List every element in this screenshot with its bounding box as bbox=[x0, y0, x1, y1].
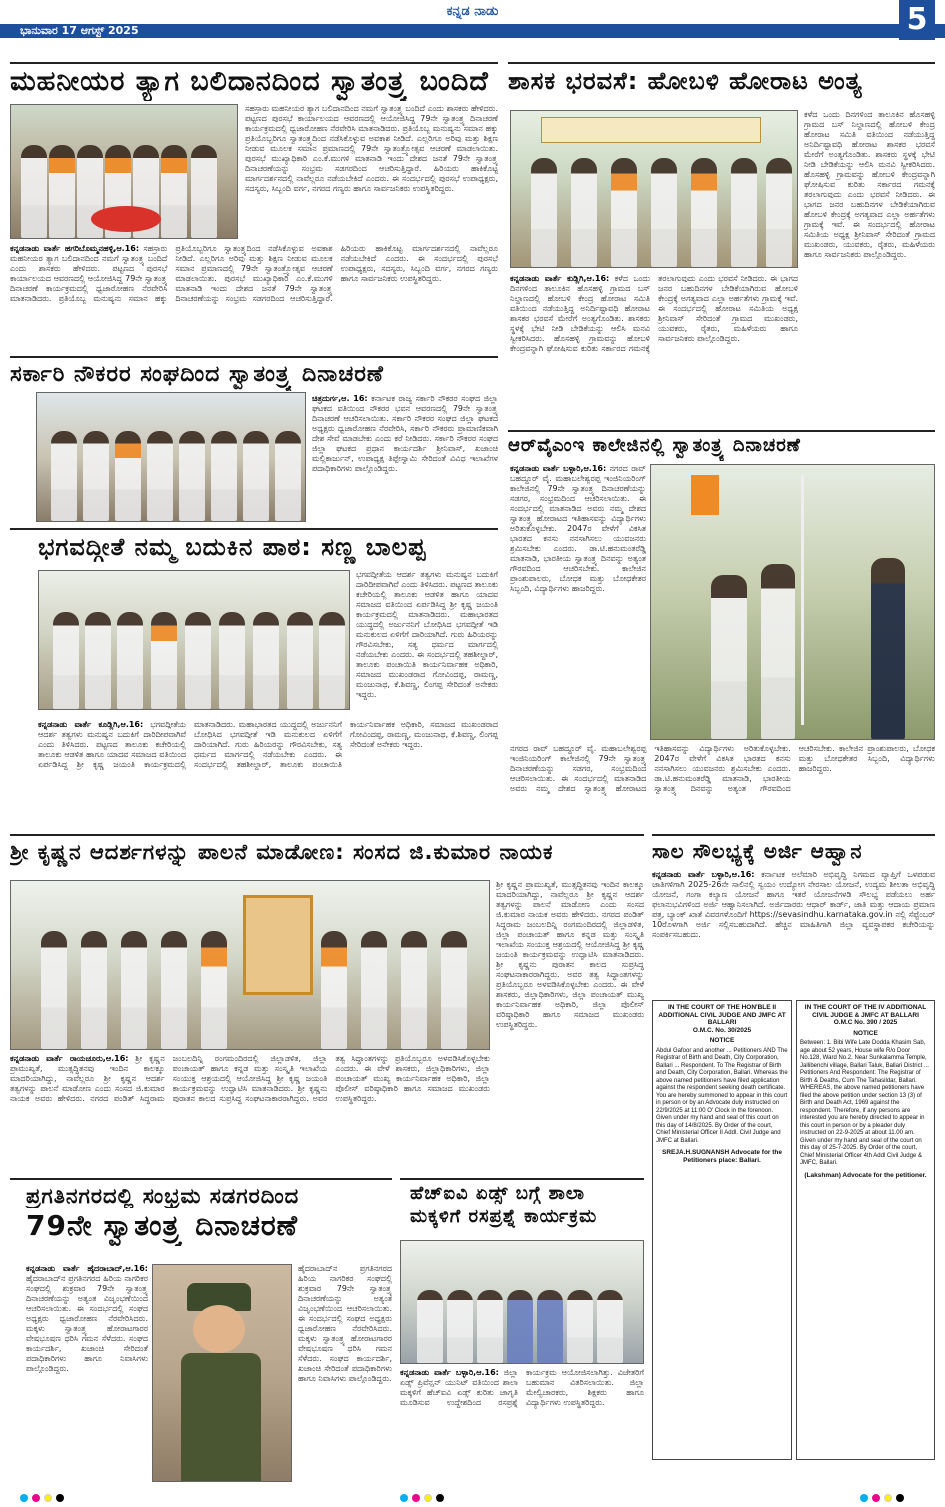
headline-line1: ಹೆಚ್‌ಐವಿ ಏಡ್ಸ್ ಬಗ್ಗೆ ಶಾಲಾ bbox=[410, 1183, 585, 1204]
headline-line2: ಮಕ್ಕಳಿಗೆ ರಸಪ್ರಶ್ನೆ ಕಾರ್ಯಕ್ರಮ bbox=[410, 1205, 598, 1227]
registration-dot-black bbox=[896, 1494, 904, 1502]
registration-dot-yellow bbox=[424, 1494, 432, 1502]
story-body bbox=[510, 274, 798, 440]
photo-child-salute bbox=[152, 1264, 292, 1482]
notice-advocate: (Lakshman) Advocate for the petitioner. bbox=[804, 1171, 927, 1179]
story-hiv-quiz bbox=[400, 1178, 644, 1484]
headline: ಶ್ರೀ ಕೃಷ್ಣನ ಆದರ್ಶಗಳನ್ನು ಪಾಲನೆ ಮಾಡೋಣ: ಸಂಸದ ಜಿ.ಕುಮಾರ ನಾಯಕ bbox=[10, 840, 554, 864]
masthead: ಕನ್ನಡ ನಾಡು bbox=[446, 4, 499, 19]
registration-dot-cyan bbox=[400, 1494, 408, 1502]
byline: ಕನ್ನಡನಾಡು ವಾರ್ತೆ ಬಳ್ಳಾರಿ,ಆ.16: bbox=[652, 870, 755, 879]
notice-case: O.M.C No. 390 / 2025 bbox=[833, 1019, 898, 1026]
story-bhagavadgita bbox=[10, 528, 498, 828]
registration-dot-black bbox=[436, 1494, 444, 1502]
story-body bbox=[510, 464, 646, 736]
notice-body: Between: 1. Bibi Wife Late Dodda Khasim Sab, age about 52 years, House wife R/o Door No.128, Ward No.2, Near Sunkalamma Temple, Jallibenchi village, Ballari Taluk, Ballari District ... Petitioners And Respondent: The Registrar of Birth & Deaths, Cum The Tahasildar, Ballari. WHEREAS, the above named petitioners have filed the above petition under section 13 (3) of Birth and Death Act, 1969 against the respondent. Therefore, if any persons are interested you are hereby directed to appear in this court in person or by a pleader duly instructed on 22-9-2025 at about 11.00 am. Given under my hand and seal of the court on this day of 25-7-2025. By Order of the court, Chief Ministerial Officer 4th Addl Civil Judge & JMFC, Ballari. bbox=[800, 1040, 929, 1166]
byline: ಕನ್ನಡನಾಡು ವಾರ್ತೆ ಬಳ್ಳಾರಿ,ಆ.16: bbox=[510, 464, 607, 473]
story-body bbox=[312, 394, 498, 524]
headline-line2: 79ನೇ ಸ್ವಾತಂತ್ರ್ಯ ದಿನಾಚರಣೆ bbox=[26, 1209, 299, 1243]
photo-protest bbox=[510, 110, 798, 268]
body-text: ಶ್ರೀ ಕೃಷ್ಣನ ಪ್ರಾಮುಖ್ಯತೆ, ಮುತ್ಸದ್ಧಿತನವು ಇಂದಿನ ಕಾಲಕ್ಕೂ ಮಾದರಿಯಾಗಿದ್ದು, ನಾವೆಲ್ಲರೂ ಶ್ರೀ ಕೃಷ್ಣನ ಆದರ್ಶ ತತ್ವಗಳನ್ನು ಪಾಲನೆ ಮಾಡೋಣ ಎಂದು ಸಂಸದ ಜಿ.ಕುಮಾರ ನಾಯಕ ಅವರು ಹೇಳಿದರು. ನಗರದ ಪಂಡಿತ್ ಸಿದ್ಧರಾಮ ಜಂಬಲದಿನ್ನಿ ರಂಗಮಂದಿರದಲ್ಲಿ ಜಿಲ್ಲಾಡಳಿತ, ಜಿಲ್ಲಾ ಪಂಚಾಯತ್ ಹಾಗೂ ಕನ್ನಡ ಮತ್ತು ಸಂಸ್ಕೃತಿ ಇಲಾಖೆಯ ಸಂಯುಕ್ತ ಆಶ್ರಯದಲ್ಲಿ ಆಯೋಜಿಸಿದ್ದ ಶ್ರೀ ಕೃಷ್ಣ ಜಯಂತಿ ಕಾರ್ಯಕ್ರಮವನ್ನು ಉದ್ಘಾಟಿಸಿ ಮಾತನಾಡಿದರು. ಶ್ರೀ ಕೃಷ್ಣನು ಪುರಾತನ ಕಾಲದ ಸುಪ್ರಸಿದ್ಧ ಸಂಘಟನಾಕಾರರಾಗಿದ್ದರು. ಅವರ ತತ್ವ ಸಿದ್ಧಾಂತಗಳನ್ನು ಪ್ರತಿಯೊಬ್ಬರೂ ಅಳವಡಿಸಿಕೊಳ್ಳಬೇಕು ಎಂದರು. ಈ ವೇಳೆ ಶಾಸಕರು, ಜಿಲ್ಲಾಧಿಕಾರಿಗಳು, ಜಿಲ್ಲಾ ಪಂಚಾಯತ್ ಮುಖ್ಯ ಕಾರ್ಯನಿರ್ವಾಹಕ ಅಧಿಕಾರಿ, ಜಿಲ್ಲಾ ಪೊಲೀಸ್ ವರಿಷ್ಠಾಧಿಕಾರಿ ಹಾಗೂ ಸಮಾಜದ ಮುಖಂಡರು ಉಪಸ್ಥಿತರಿದ್ದರು. bbox=[10, 1054, 490, 1103]
registration-dot-magenta bbox=[412, 1494, 420, 1502]
byline: ಕನ್ನಡನಾಡು ವಾರ್ತೆ ಕೂಡ್ಲಿಗಿ,ಆ.16: bbox=[38, 720, 144, 729]
headline: ಸಾಲ ಸೌಲಭ್ಯಕ್ಕೆ ಅರ್ಜಿ ಆಹ್ವಾನ bbox=[652, 839, 863, 863]
body-text: ಕರ್ನಾಟಕ ರಾಜ್ಯ ಸರ್ಕಾರಿ ನೌಕರರ ಸಂಘದ ಜಿಲ್ಲಾ ಘಟಕದ ವತಿಯಿಂದ ನೌಕರರ ಭವನ ಆವರಣದಲ್ಲಿ 79ನೇ ಸ್ವಾತಂತ್ರ್ಯ ದಿನಾಚರಣೆ ಆಚರಿಸಲಾಯಿತು. ಸರ್ಕಾರಿ ನೌಕರರ ಸಂಘದ ಜಿಲ್ಲಾ ಘಟಕದ ಅಧ್ಯಕ್ಷರು ಧ್ವಜಾರೋಹಣ ನೆರವೇರಿಸಿ, ಸರ್ಕಾರಿ ನೌಕರರು ಪ್ರಾಮಾಣಿಕವಾಗಿ ದೇಶ ಸೇವೆ ಮಾಡಬೇಕು ಎಂದು ಕರೆ ನೀಡಿದರು. ಸರ್ಕಾರಿ ನೌಕರರ ಸಂಘದ ಜಿಲ್ಲಾ ಘಟಕದ ಪ್ರಧಾನ ಕಾರ್ಯದರ್ಶಿ ಶ್ರೀನಿವಾಸ್, ಖಜಾಂಚಿ ಮಲ್ಲಿಕಾರ್ಜುನ್, ಉಪಾಧ್ಯಕ್ಷ ತಿಪ್ಪೇಸ್ವಾಮಿ ಸೇರಿದಂತೆ ವಿವಿಧ ಇಲಾಖೆಗಳ ಪದಾಧಿಕಾರಿಗಳು ಪಾಲ್ಗೊಂಡಿದ್ದರು. bbox=[312, 394, 498, 473]
header-bar bbox=[0, 24, 945, 38]
photo-college-salute bbox=[650, 464, 935, 740]
notice-body: Abdul Gafoor and another ... Petitioners AND The Registrar of Birth and Death, City Corporation, Ballari ... Respondent. To The Registrar of Birth and Death, City Corporation, Ballari. Whereas the above named petitioners have filed application against the respondent seeking death certificate. You are hereby summoned to appear in this court in person or by an Advocate duly instructed on 22/9/2025 at 11:00 O' Clock in the forenoon. Given under my hand and seal of this court on this day of 14/8/2025. By Order of the court, Chief Ministerial Officer II Addl. Civil Judge and JMFC at Ballari. bbox=[656, 1047, 788, 1144]
story-krishna-ideals bbox=[10, 834, 644, 1174]
story-body bbox=[652, 870, 935, 996]
notice-court: IN THE COURT OF THE IV ADDITIONAL CIVIL JUDGE & JMFC AT BALLARI bbox=[804, 1004, 927, 1019]
byline: ಕನ್ನಡನಾಡು ವಾರ್ತೆ ಹೈದರಾಬಾದ್,ಆ.16: bbox=[26, 1264, 148, 1273]
headline: ಶಾಸಕ ಭರವಸೆ: ಹೋಬಳಿ ಹೋರಾಟ ಅಂತ್ಯ bbox=[508, 67, 863, 95]
story-body-right: ಭಗವದ್ಗೀತೆಯ ಆದರ್ಶ ತತ್ವಗಳು ಮನುಷ್ಯನ ಬದುಕಿಗೆ ದಾರಿದೀಪವಾಗಿವೆ ಎಂದು ತಿಳಿಸಿದರು. ಪಟ್ಟಣದ ತಾಲೂಕು ಕಚೇರಿಯಲ್ಲಿ ತಾಲೂಕು ಆಡಳಿತ ಹಾಗೂ ಯಾದವ ಸಮಾಜದ ವತಿಯಿಂದ ಏರ್ಪಡಿಸಿದ್ದ ಶ್ರೀ ಕೃಷ್ಣ ಜಯಂತಿ ಕಾರ್ಯಕ್ರಮದಲ್ಲಿ ಮಾತನಾಡಿದರು. ಮಹಾಭಾರತದ ಯುದ್ಧದಲ್ಲಿ ಅರ್ಜುನನಿಗೆ ಬೋಧಿಸಿದ ಭಗವದ್ಗೀತೆ ಇಡಿ ಮನುಕುಲದ ಏಳಿಗೆಗೆ ದಾರಿಯಾಗಿದೆ. ಗುರು ಹಿರಿಯರನ್ನು ಗೌರವಿಸಬೇಕು, ಸತ್ಯ ಧರ್ಮದ ಮಾರ್ಗದಲ್ಲಿ ನಡೆಯಬೇಕು ಎಂದರು. ಈ ಸಂದರ್ಭದಲ್ಲಿ ತಹಶೀಲ್ದಾರ್, ತಾಲೂಕು ಪಂಚಾಯಿತಿ ಕಾರ್ಯನಿರ್ವಾಹಕ ಅಧಿಕಾರಿ, ಸಮಾಜದ ಮುಖಂಡರಾದ ಗೋವಿಂದಪ್ಪ, ರಾಮಣ್ಣ, ಮಂಜುನಾಥ, ಕೆ.ಶಿವಣ್ಣ, ಲಿಂಗಪ್ಪ ಸೇರಿದಂತೆ ಅನೇಕರು ಇದ್ದರು. bbox=[356, 570, 498, 699]
body-text: ಹೈದರಾಬಾದ್‌ನ ಪ್ರಗತಿನಗರದ ಹಿರಿಯ ನಾಗರಿಕರ ಸಂಘದಲ್ಲಿ ಶುಕ್ರವಾರ 79ನೇ ಸ್ವಾತಂತ್ರ್ಯ ದಿನಾಚರಣೆಯನ್ನು ಅತ್ಯಂತ ವಿಜೃಂಭಣೆಯಿಂದ ಆಚರಿಸಲಾಯಿತು. ಈ ಸಂದರ್ಭದಲ್ಲಿ ಸಂಘದ ಅಧ್ಯಕ್ಷರು ಧ್ವಜಾರೋಹಣ ನೆರವೇರಿಸಿದರು. ಮಕ್ಕಳು ಸ್ವಾತಂತ್ರ್ಯ ಹೋರಾಟಗಾರರ ವೇಷಭೂಷಣ ಧರಿಸಿ ಗಮನ ಸೆಳೆದರು. ಸಂಘದ ಕಾರ್ಯದರ್ಶಿ, ಖಜಾಂಚಿ ಸೇರಿದಂತೆ ಪದಾಧಿಕಾರಿಗಳು ಹಾಗೂ ನಿವಾಸಿಗಳು ಪಾಲ್ಗೊಂಡಿದ್ದರು. bbox=[26, 1274, 148, 1373]
story-govt-employees bbox=[10, 356, 498, 528]
page-number: 5 bbox=[899, 0, 935, 40]
issue-date: ಭಾನುವಾರ 17 ಆಗಸ್ಟ್ 2025 bbox=[20, 24, 139, 37]
body-text: ನಗರದ ರಾವ್ ಬಹದ್ದೂರ್ ವೈ. ಮಹಾಬಲೇಶ್ವರಪ್ಪ ಇಂಜಿನಿಯರಿಂಗ್ ಕಾಲೇಜಿನಲ್ಲಿ 79ನೇ ಸ್ವಾತಂತ್ರ್ಯ ದಿನಾಚರಣೆಯನ್ನು ಸಡಗರ, ಸಂಭ್ರಮದಿಂದ ಆಚರಿಸಲಾಯಿತು. ಈ ಸಂದರ್ಭದಲ್ಲಿ ಮಾತನಾಡಿದ ಅವರು ನಮ್ಮ ದೇಶದ ಸ್ವಾತಂತ್ರ್ಯ ಹೋರಾಟದ ಇತಿಹಾಸವನ್ನು ವಿದ್ಯಾರ್ಥಿಗಳು ಅರಿತುಕೊಳ್ಳಬೇಕು. 2047ರ ವೇಳೆಗೆ ವಿಕಸಿತ ಭಾರತದ ಕನಸು ನನಸಾಗಿಸಲು ಯುವಜನರು ಶ್ರಮಿಸಬೇಕು ಎಂದರು. ಡಾ.ಟಿ.ಹನುಮಂತರೆಡ್ಡಿ ಮಾತನಾಡಿ, ಭಾರತೀಯ ಸ್ವಾತಂತ್ರ್ಯ ದಿನವನ್ನು ಅತ್ಯಂತ ಗೌರವದಿಂದ ಆಚರಿಸಬೇಕು. ಕಾಲೇಜಿನ ಪ್ರಾಂಶುಪಾಲರು, ಬೋಧಕ ಮತ್ತು ಬೋಧಕೇತರ ಸಿಬ್ಬಂದಿ, ವಿದ್ಯಾರ್ಥಿಗಳು ಹಾಜರಿದ್ದರು. bbox=[510, 464, 646, 593]
notice-case: O.M.C. No. 30/2025 bbox=[692, 1026, 752, 1034]
body-text: ಕರ್ನಾಟಕ ಅಲೆಮಾರಿ ಅಭಿವೃದ್ಧಿ ನಿಗಮದ ವ್ಯಾಪ್ತಿಗೆ ಒಳಪಡುವ ಜಾತಿಗಳಿಗಾಗಿ 2025-26ನೇ ಸಾಲಿನಲ್ಲಿ ಸ್ವಯಂ ಉದ್ಯೋಗ ನೇರಸಾಲ ಯೋಜನೆ, ಉದ್ಯಮ ಶೀಲತಾ ಅಭಿವೃದ್ಧಿ ಯೋಜನೆ, ಗಂಗಾ ಕಲ್ಯಾಣ ಯೋಜನೆ ಹಾಗೂ ಇತರೆ ಯೋಜನೆಗಳಡಿ ಸೌಲಭ್ಯ ಪಡೆಯಲು ಅರ್ಹ ಫಲಾನುಭವಿಗಳಿಂದ ಅರ್ಜಿ ಆಹ್ವಾನಿಸಲಾಗಿದೆ. ಅರ್ಜಿದಾರರು ಆಧಾರ್ ಕಾರ್ಡ್, ಜಾತಿ ಮತ್ತು ಆದಾಯ ಪ್ರಮಾಣ ಪತ್ರ, ಬ್ಯಾಂಕ್ ಖಾತೆ ವಿವರಗಳೊಂದಿಗೆ https://sevasindhu.karnataka.gov.in ನಲ್ಲಿ ಸೆಪ್ಟೆಂಬರ್ 10ರೊಳಗಾಗಿ ಅರ್ಜಿ ಸಲ್ಲಿಸಬಹುದಾಗಿದೆ. ಹೆಚ್ಚಿನ ಮಾಹಿತಿಗಾಗಿ ಜಿಲ್ಲಾ ವ್ಯವಸ್ಥಾಪಕರ ಕಚೇರಿಯನ್ನು ಸಂಪರ್ಕಿಸಬಹುದು. bbox=[652, 870, 935, 939]
story-rymec-college bbox=[508, 430, 935, 830]
notice-court: IN THE COURT OF THE HON'BLE II ADDITIONAL CIVIL JUDGE AND JMFC AT BALLARI bbox=[658, 1004, 786, 1026]
registration-dot-yellow bbox=[884, 1494, 892, 1502]
story-body bbox=[10, 244, 498, 352]
photo-gita-event bbox=[38, 570, 350, 710]
registration-dot-magenta bbox=[872, 1494, 880, 1502]
headline: ಸರ್ಕಾರಿ ನೌಕರರ ಸಂಘದಿಂದ ಸ್ವಾತಂತ್ರ್ಯ ದಿನಾಚರಣೆ bbox=[10, 362, 384, 387]
print-registration-marks bbox=[0, 1490, 945, 1507]
registration-dot-cyan bbox=[20, 1494, 28, 1502]
story-freedom-sacrifice bbox=[10, 62, 498, 352]
registration-dot-yellow bbox=[44, 1494, 52, 1502]
headline: ಭಗವದ್ಗೀತೆ ನಮ್ಮ ಬದುಕಿನ ಪಾಠ: ಸಣ್ಣ ಬಾಲಪ್ಪ bbox=[38, 533, 427, 561]
story-pragatinagar bbox=[10, 1178, 392, 1484]
byline: ಚಿತ್ರದುರ್ಗ,ಆ. 16: bbox=[312, 394, 368, 403]
registration-dot-black bbox=[56, 1494, 64, 1502]
body-text: ಭಗವದ್ಗೀತೆಯ ಆದರ್ಶ ತತ್ವಗಳು ಮನುಷ್ಯನ ಬದುಕಿಗೆ ದಾರಿದೀಪವಾಗಿವೆ ಎಂದು ತಿಳಿಸಿದರು. ಪಟ್ಟಣದ ತಾಲೂಕು ಕಚೇರಿಯಲ್ಲಿ ತಾಲೂಕು ಆಡಳಿತ ಹಾಗೂ ಯಾದವ ಸಮಾಜದ ವತಿಯಿಂದ ಏರ್ಪಡಿಸಿದ್ದ ಶ್ರೀ ಕೃಷ್ಣ ಜಯಂತಿ ಕಾರ್ಯಕ್ರಮದಲ್ಲಿ ಮಾತನಾಡಿದರು. ಮಹಾಭಾರತದ ಯುದ್ಧದಲ್ಲಿ ಅರ್ಜುನನಿಗೆ ಬೋಧಿಸಿದ ಭಗವದ್ಗೀತೆ ಇಡಿ ಮನುಕುಲದ ಏಳಿಗೆಗೆ ದಾರಿಯಾಗಿದೆ. ಗುರು ಹಿರಿಯರನ್ನು ಗೌರವಿಸಬೇಕು, ಸತ್ಯ ಧರ್ಮದ ಮಾರ್ಗದಲ್ಲಿ ನಡೆಯಬೇಕು ಎಂದರು. ಈ ಸಂದರ್ಭದಲ್ಲಿ ತಹಶೀಲ್ದಾರ್, ತಾಲೂಕು ಪಂಚಾಯಿತಿ ಕಾರ್ಯನಿರ್ವಾಹಕ ಅಧಿಕಾರಿ, ಸಮಾಜದ ಮುಖಂಡರಾದ ಗೋವಿಂದಪ್ಪ, ರಾಮಣ್ಣ, ಮಂಜುನಾಥ, ಕೆ.ಶಿವಣ್ಣ, ಲಿಂಗಪ್ಪ ಸೇರಿದಂತೆ ಅನೇಕರು ಇದ್ದರು. bbox=[38, 720, 498, 769]
story-body bbox=[10, 1054, 490, 1172]
story-body-right: ಸಹಸ್ರಾರು ಮಹನೀಯರ ತ್ಯಾಗ ಬಲಿದಾನದಿಂದ ನಮಗೆ ಸ್ವಾತಂತ್ರ್ಯ ಬಂದಿದೆ ಎಂದು ಶಾಸಕರು ಹೇಳಿದರು. ಪಟ್ಟಣದ ಪುರಸಭೆ ಕಾರ್ಯಾಲಯದ ಆವರಣದಲ್ಲಿ ಆಯೋಜಿಸಿದ್ದ 79ನೇ ಸ್ವಾತಂತ್ರ್ಯ ದಿನಾಚರಣೆ ಕಾರ್ಯಕ್ರಮದಲ್ಲಿ ಧ್ವಜಾರೋಹಣ ನೆರವೇರಿಸಿ ಮಾತನಾಡಿದರು. ಪ್ರತಿಯೊಬ್ಬ ಮನುಷ್ಯನು ಸಮಾನ ಹಕ್ಕು ಪ್ರತಿಯೊಬ್ಬರಿಗೂ ಸ್ವಾತಂತ್ರ್ಯದಿಂದ ನಡೆಸಿಕೊಳ್ಳುವ ಅವಕಾಶ ನೀಡಿದೆ. ಎಲ್ಲರಿಗೂ ಅರಿವು ಮತ್ತು ಶಿಕ್ಷಣ ನೀಡುವ ಮೂಲಕ ಸಮಾನ ಪ್ರಮಾಣದಲ್ಲಿ 79ನೇ ಸ್ವಾತಂತ್ರ್ಯೋತ್ಸವ ಆಚರಣೆ ಮಾಡಲಾಯಿತು. ಪುರಸಭೆ ಮುಖ್ಯಾಧಿಕಾರಿ ಎಂ.ಕೆ.ಮುಗಳಿ ಮಾತನಾಡಿ ಇಂದು ದೇಶದ ಜನತೆ 79ನೇ ಸ್ವಾತಂತ್ರ್ಯ ದಿನಾಚರಣೆಯನ್ನು ಸಂಭ್ರಮ ಸಡಗರದಿಂದ ಆಚರಿಸುತ್ತಿದ್ದಾರೆ. ಹಿರಿಯರು ಹಾಕಿಕೊಟ್ಟ ಮಾರ್ಗದರ್ಶನದಲ್ಲಿ ನಾವೆಲ್ಲರೂ ನಡೆಯಬೇಕಿದೆ ಎಂದರು. ಈ ಸಂದರ್ಭದಲ್ಲಿ ಪುರಸಭೆ ಉಪಾಧ್ಯಕ್ಷರು, ಸದಸ್ಯರು, ಸಿಬ್ಬಂದಿ ವರ್ಗ, ನಗರದ ಗಣ್ಯರು ಹಾಗೂ ಸಾರ್ವಜನಿಕರು ಉಪಸ್ಥಿತರಿದ್ದರು. bbox=[245, 104, 498, 193]
story-body-right: ಹೈದರಾಬಾದ್‌ನ ಪ್ರಗತಿನಗರದ ಹಿರಿಯ ನಾಗರಿಕರ ಸಂಘದಲ್ಲಿ ಶುಕ್ರವಾರ 79ನೇ ಸ್ವಾತಂತ್ರ್ಯ ದಿನಾಚರಣೆಯನ್ನು ಅತ್ಯಂತ ವಿಜೃಂಭಣೆಯಿಂದ ಆಚರಿಸಲಾಯಿತು. ಈ ಸಂದರ್ಭದಲ್ಲಿ ಸಂಘದ ಅಧ್ಯಕ್ಷರು ಧ್ವಜಾರೋಹಣ ನೆರವೇರಿಸಿದರು. ಮಕ್ಕಳು ಸ್ವಾತಂತ್ರ್ಯ ಹೋರಾಟಗಾರರ ವೇಷಭೂಷಣ ಧರಿಸಿ ಗಮನ ಸೆಳೆದರು. ಸಂಘದ ಕಾರ್ಯದರ್ಶಿ, ಖಜಾಂಚಿ ಸೇರಿದಂತೆ ಪದಾಧಿಕಾರಿಗಳು ಹಾಗೂ ನಿವಾಸಿಗಳು ಪಾಲ್ಗೊಂಡಿದ್ದರು. bbox=[298, 1264, 392, 1383]
story-loan-applications bbox=[652, 834, 935, 996]
story-body bbox=[26, 1264, 148, 1484]
photo-employees bbox=[36, 392, 306, 522]
body-text: ಸಹಸ್ರಾರು ಮಹನೀಯರ ತ್ಯಾಗ ಬಲಿದಾನದಿಂದ ನಮಗೆ ಸ್ವಾತಂತ್ರ್ಯ ಬಂದಿದೆ ಎಂದು ಶಾಸಕರು ಹೇಳಿದರು. ಪಟ್ಟಣದ ಪುರಸಭೆ ಕಾರ್ಯಾಲಯದ ಆವರಣದಲ್ಲಿ ಆಯೋಜಿಸಿದ್ದ 79ನೇ ಸ್ವಾತಂತ್ರ್ಯ ದಿನಾಚರಣೆ ಕಾರ್ಯಕ್ರಮದಲ್ಲಿ ಧ್ವಜಾರೋಹಣ ನೆರವೇರಿಸಿ ಮಾತನಾಡಿದರು. ಪ್ರತಿಯೊಬ್ಬ ಮನುಷ್ಯನು ಸಮಾನ ಹಕ್ಕು ಪ್ರತಿಯೊಬ್ಬರಿಗೂ ಸ್ವಾತಂತ್ರ್ಯದಿಂದ ನಡೆಸಿಕೊಳ್ಳುವ ಅವಕಾಶ ನೀಡಿದೆ. ಎಲ್ಲರಿಗೂ ಅರಿವು ಮತ್ತು ಶಿಕ್ಷಣ ನೀಡುವ ಮೂಲಕ ಸಮಾನ ಪ್ರಮಾಣದಲ್ಲಿ 79ನೇ ಸ್ವಾತಂತ್ರ್ಯೋತ್ಸವ ಆಚರಣೆ ಮಾಡಲಾಯಿತು. ಪುರಸಭೆ ಮುಖ್ಯಾಧಿಕಾರಿ ಎಂ.ಕೆ.ಮುಗಳಿ ಮಾತನಾಡಿ ಇಂದು ದೇಶದ ಜನತೆ 79ನೇ ಸ್ವಾತಂತ್ರ್ಯ ದಿನಾಚರಣೆಯನ್ನು ಸಂಭ್ರಮ ಸಡಗರದಿಂದ ಆಚರಿಸುತ್ತಿದ್ದಾರೆ. ಹಿರಿಯರು ಹಾಕಿಕೊಟ್ಟ ಮಾರ್ಗದರ್ಶನದಲ್ಲಿ ನಾವೆಲ್ಲರೂ ನಡೆಯಬೇಕಿದೆ ಎಂದರು. ಈ ಸಂದರ್ಭದಲ್ಲಿ ಪುರಸಭೆ ಉಪಾಧ್ಯಕ್ಷರು, ಸದಸ್ಯರು, ಸಿಬ್ಬಂದಿ ವರ್ಗ, ನಗರದ ಗಣ್ಯರು ಹಾಗೂ ಸಾರ್ವಜನಿಕರು ಉಪಸ್ಥಿತರಿದ್ದರು. bbox=[10, 244, 498, 303]
registration-dot-cyan bbox=[860, 1494, 868, 1502]
body-text: ಜಿಲ್ಲಾ ಏಡ್ಸ್ ಪ್ರಿವೆನ್ಷನ್ ಯುನಿಟ್ ವತಿಯಿಂದ ಶಾಲಾ ಮಕ್ಕಳಿಗೆ ಹೆಚ್‌ಐವಿ ಏಡ್ಸ್ ಕುರಿತು ಜಾಗೃತಿ ಮೂಡಿಸುವ ಉದ್ದೇಶದಿಂದ ರಸಪ್ರಶ್ನೆ ಕಾರ್ಯಕ್ರಮ ಆಯೋಜಿಸಲಾಗಿತ್ತು. ವಿಜೇತರಿಗೆ ಬಹುಮಾನ ವಿತರಿಸಲಾಯಿತು. ಜಿಲ್ಲಾ ಮೇಲ್ವಿಚಾರಕರು, ಶಿಕ್ಷಕರು ಹಾಗೂ ವಿದ್ಯಾರ್ಥಿಗಳು ಉಪಸ್ಥಿತರಿದ್ದರು. bbox=[400, 1368, 644, 1407]
court-notice-omc-390 bbox=[796, 1000, 935, 1460]
headline: ಆರ್‌ವೈಎಂಇ ಕಾಲೇಜಿನಲ್ಲಿ ಸ್ವಾತಂತ್ರ್ಯ ದಿನಾಚರಣೆ bbox=[508, 435, 801, 456]
story-body-right: ಶ್ರೀ ಕೃಷ್ಣನ ಪ್ರಾಮುಖ್ಯತೆ, ಮುತ್ಸದ್ಧಿತನವು ಇಂದಿನ ಕಾಲಕ್ಕೂ ಮಾದರಿಯಾಗಿದ್ದು, ನಾವೆಲ್ಲರೂ ಶ್ರೀ ಕೃಷ್ಣನ ಆದರ್ಶ ತತ್ವಗಳನ್ನು ಪಾಲನೆ ಮಾಡೋಣ ಎಂದು ಸಂಸದ ಜಿ.ಕುಮಾರ ನಾಯಕ ಅವರು ಹೇಳಿದರು. ನಗರದ ಪಂಡಿತ್ ಸಿದ್ಧರಾಮ ಜಂಬಲದಿನ್ನಿ ರಂಗಮಂದಿರದಲ್ಲಿ ಜಿಲ್ಲಾಡಳಿತ, ಜಿಲ್ಲಾ ಪಂಚಾಯತ್ ಹಾಗೂ ಕನ್ನಡ ಮತ್ತು ಸಂಸ್ಕೃತಿ ಇಲಾಖೆಯ ಸಂಯುಕ್ತ ಆಶ್ರಯದಲ್ಲಿ ಆಯೋಜಿಸಿದ್ದ ಶ್ರೀ ಕೃಷ್ಣ ಜಯಂತಿ ಕಾರ್ಯಕ್ರಮವನ್ನು ಉದ್ಘಾಟಿಸಿ ಮಾತನಾಡಿದರು. ಶ್ರೀ ಕೃಷ್ಣನು ಪುರಾತನ ಕಾಲದ ಸುಪ್ರಸಿದ್ಧ ಸಂಘಟನಾಕಾರರಾಗಿದ್ದರು. ಅವರ ತತ್ವ ಸಿದ್ಧಾಂತಗಳನ್ನು ಪ್ರತಿಯೊಬ್ಬರೂ ಅಳವಡಿಸಿಕೊಳ್ಳಬೇಕು ಎಂದರು. ಈ ವೇಳೆ ಶಾಸಕರು, ಜಿಲ್ಲಾಧಿಕಾರಿಗಳು, ಜಿಲ್ಲಾ ಪಂಚಾಯತ್ ಮುಖ್ಯ ಕಾರ್ಯನಿರ್ವಾಹಕ ಅಧಿಕಾರಿ, ಜಿಲ್ಲಾ ಪೊಲೀಸ್ ವರಿಷ್ಠಾಧಿಕಾರಿ ಹಾಗೂ ಸಮಾಜದ ಮುಖಂಡರು ಉಪಸ್ಥಿತರಿದ್ದರು. bbox=[496, 880, 644, 1029]
headline-line1: ಪ್ರಗತಿನಗರದಲ್ಲಿ ಸಂಭ್ರಮ ಸಡಗರದಿಂದ bbox=[26, 1184, 300, 1208]
story-hobli-protest bbox=[508, 62, 935, 442]
photo-krishna-jayanti bbox=[10, 880, 490, 1050]
byline: ಕನ್ನಡನಾಡು ವಾರ್ತೆ ಬಳ್ಳಾರಿ,ಆ.16: bbox=[400, 1368, 499, 1377]
notice-advocate: SREJA.H.SUGNANSH Advocate for the Petitioners place: Ballari. bbox=[661, 1149, 783, 1164]
body-text: ಕಳೆದ ಒಂದು ದಿನಗಳಿಂದ ತಾಲೂಕಿನ ಹೊಸಹಳ್ಳಿ ಗ್ರಾಮದ ಬಸ್ ನಿಲ್ದಾಣದಲ್ಲಿ ಹೋಬಳಿ ಕೇಂದ್ರ ಹೋರಾಟ ಸಮಿತಿ ವತಿಯಿಂದ ನಡೆಯುತ್ತಿದ್ದ ಅನಿರ್ದಿಷ್ಟಾವಧಿ ಹೋರಾಟ ಶಾಸಕರ ಭರವಸೆ ಮೇರೆಗೆ ಅಂತ್ಯಗೊಂಡಿತು. ಶಾಸಕರು ಸ್ಥಳಕ್ಕೆ ಭೇಟಿ ನೀಡಿ ಬೇಡಿಕೆಯನ್ನು ಆಲಿಸಿ ಮನವಿ ಸ್ವೀಕರಿಸಿದರು. ಹೊಸಹಳ್ಳಿ ಗ್ರಾಮವನ್ನು ಹೋಬಳಿ ಕೇಂದ್ರವನ್ನಾಗಿ ಘೋಷಿಸುವ ಕುರಿತು ಸರ್ಕಾರದ ಗಮನಕ್ಕೆ ತರಲಾಗುವುದು ಎಂದು ಭರವಸೆ ನೀಡಿದರು. ಈ ಭಾಗದ ಜನರ ಬಹುದಿನಗಳ ಬೇಡಿಕೆಯಾಗಿರುವ ಹೋಬಳಿ ಕೇಂದ್ರಕ್ಕೆ ಅಗತ್ಯವಾದ ಎಲ್ಲಾ ಅರ್ಹತೆಗಳು ಗ್ರಾಮಕ್ಕೆ ಇವೆ. ಈ ಸಂದರ್ಭದಲ್ಲಿ ಹೋರಾಟ ಸಮಿತಿಯ ಅಧ್ಯಕ್ಷ ಶ್ರೀನಿವಾಸ್ ಸೇರಿದಂತೆ ಗ್ರಾಮದ ಮುಖಂಡರು, ಯುವಕರು, ರೈತರು, ಮಹಿಳೆಯರು ಹಾಗೂ ಸಾರ್ವಜನಿಕರು ಪಾಲ್ಗೊಂಡಿದ್ದರು. bbox=[510, 274, 798, 353]
story-body bbox=[38, 720, 498, 828]
registration-dot-magenta bbox=[32, 1494, 40, 1502]
page-header bbox=[0, 0, 945, 42]
photo-flag-hoisting bbox=[10, 104, 238, 239]
headline: ಮಹನೀಯರ ತ್ಯಾಗ ಬಲಿದಾನದಿಂದ ಸ್ವಾತಂತ್ರ್ಯ ಬಂದಿದೆ bbox=[10, 66, 489, 97]
notice-title: NOTICE bbox=[709, 1037, 735, 1044]
byline: ಕನ್ನಡನಾಡು ವಾರ್ತೆ ರಾಯಚೂರು,ಆ.16: bbox=[10, 1054, 129, 1063]
story-body bbox=[400, 1368, 644, 1484]
notice-title: NOTICE bbox=[853, 1029, 878, 1037]
byline: ಕನ್ನಡನಾಡು ವಾರ್ತೆ ಕುಡ್ಲಿಗಿ,ಆ.16: bbox=[510, 274, 610, 283]
story-body-bottom: ನಗರದ ರಾವ್ ಬಹದ್ದೂರ್ ವೈ. ಮಹಾಬಲೇಶ್ವರಪ್ಪ ಇಂಜಿನಿಯರಿಂಗ್ ಕಾಲೇಜಿನಲ್ಲಿ 79ನೇ ಸ್ವಾತಂತ್ರ್ಯ ದಿನಾಚರಣೆಯನ್ನು ಸಡಗರ, ಸಂಭ್ರಮದಿಂದ ಆಚರಿಸಲಾಯಿತು. ಈ ಸಂದರ್ಭದಲ್ಲಿ ಮಾತನಾಡಿದ ಅವರು ನಮ್ಮ ದೇಶದ ಸ್ವಾತಂತ್ರ್ಯ ಹೋರಾಟದ ಇತಿಹಾಸವನ್ನು ವಿದ್ಯಾರ್ಥಿಗಳು ಅರಿತುಕೊಳ್ಳಬೇಕು. 2047ರ ವೇಳೆಗೆ ವಿಕಸಿತ ಭಾರತದ ಕನಸು ನನಸಾಗಿಸಲು ಯುವಜನರು ಶ್ರಮಿಸಬೇಕು ಎಂದರು. ಡಾ.ಟಿ.ಹನುಮಂತರೆಡ್ಡಿ ಮಾತನಾಡಿ, ಭಾರತೀಯ ಸ್ವಾತಂತ್ರ್ಯ ದಿನವನ್ನು ಅತ್ಯಂತ ಗೌರವದಿಂದ ಆಚರಿಸಬೇಕು. ಕಾಲೇಜಿನ ಪ್ರಾಂಶುಪಾಲರು, ಬೋಧಕ ಮತ್ತು ಬೋಧಕೇತರ ಸಿಬ್ಬಂದಿ, ವಿದ್ಯಾರ್ಥಿಗಳು ಹಾಜರಿದ್ದರು. bbox=[510, 744, 935, 793]
story-body-right: ಕಳೆದ ಒಂದು ದಿನಗಳಿಂದ ತಾಲೂಕಿನ ಹೊಸಹಳ್ಳಿ ಗ್ರಾಮದ ಬಸ್ ನಿಲ್ದಾಣದಲ್ಲಿ ಹೋಬಳಿ ಕೇಂದ್ರ ಹೋರಾಟ ಸಮಿತಿ ವತಿಯಿಂದ ನಡೆಯುತ್ತಿದ್ದ ಅನಿರ್ದಿಷ್ಟಾವಧಿ ಹೋರಾಟ ಶಾಸಕರ ಭರವಸೆ ಮೇರೆಗೆ ಅಂತ್ಯಗೊಂಡಿತು. ಶಾಸಕರು ಸ್ಥಳಕ್ಕೆ ಭೇಟಿ ನೀಡಿ ಬೇಡಿಕೆಯನ್ನು ಆಲಿಸಿ ಮನವಿ ಸ್ವೀಕರಿಸಿದರು. ಹೊಸಹಳ್ಳಿ ಗ್ರಾಮವನ್ನು ಹೋಬಳಿ ಕೇಂದ್ರವನ್ನಾಗಿ ಘೋಷಿಸುವ ಕುರಿತು ಸರ್ಕಾರದ ಗಮನಕ್ಕೆ ತರಲಾಗುವುದು ಎಂದು ಭರವಸೆ ನೀಡಿದರು. ಈ ಭಾಗದ ಜನರ ಬಹುದಿನಗಳ ಬೇಡಿಕೆಯಾಗಿರುವ ಹೋಬಳಿ ಕೇಂದ್ರಕ್ಕೆ ಅಗತ್ಯವಾದ ಎಲ್ಲಾ ಅರ್ಹತೆಗಳು ಗ್ರಾಮಕ್ಕೆ ಇವೆ. ಈ ಸಂದರ್ಭದಲ್ಲಿ ಹೋರಾಟ ಸಮಿತಿಯ ಅಧ್ಯಕ್ಷ ಶ್ರೀನಿವಾಸ್ ಸೇರಿದಂತೆ ಗ್ರಾಮದ ಮುಖಂಡರು, ಯುವಕರು, ರೈತರು, ಮಹಿಳೆಯರು ಹಾಗೂ ಸಾರ್ವಜನಿಕರು ಪಾಲ್ಗೊಂಡಿದ್ದರು. bbox=[804, 110, 935, 259]
court-notice-omc-30 bbox=[652, 1000, 792, 1460]
byline: ಕನ್ನಡನಾಡು ವಾರ್ತೆ ಹಗರಿಬೊಮ್ಮನಹಳ್ಳಿ,ಆ.16: bbox=[10, 244, 140, 253]
photo-quiz-students bbox=[400, 1240, 644, 1364]
